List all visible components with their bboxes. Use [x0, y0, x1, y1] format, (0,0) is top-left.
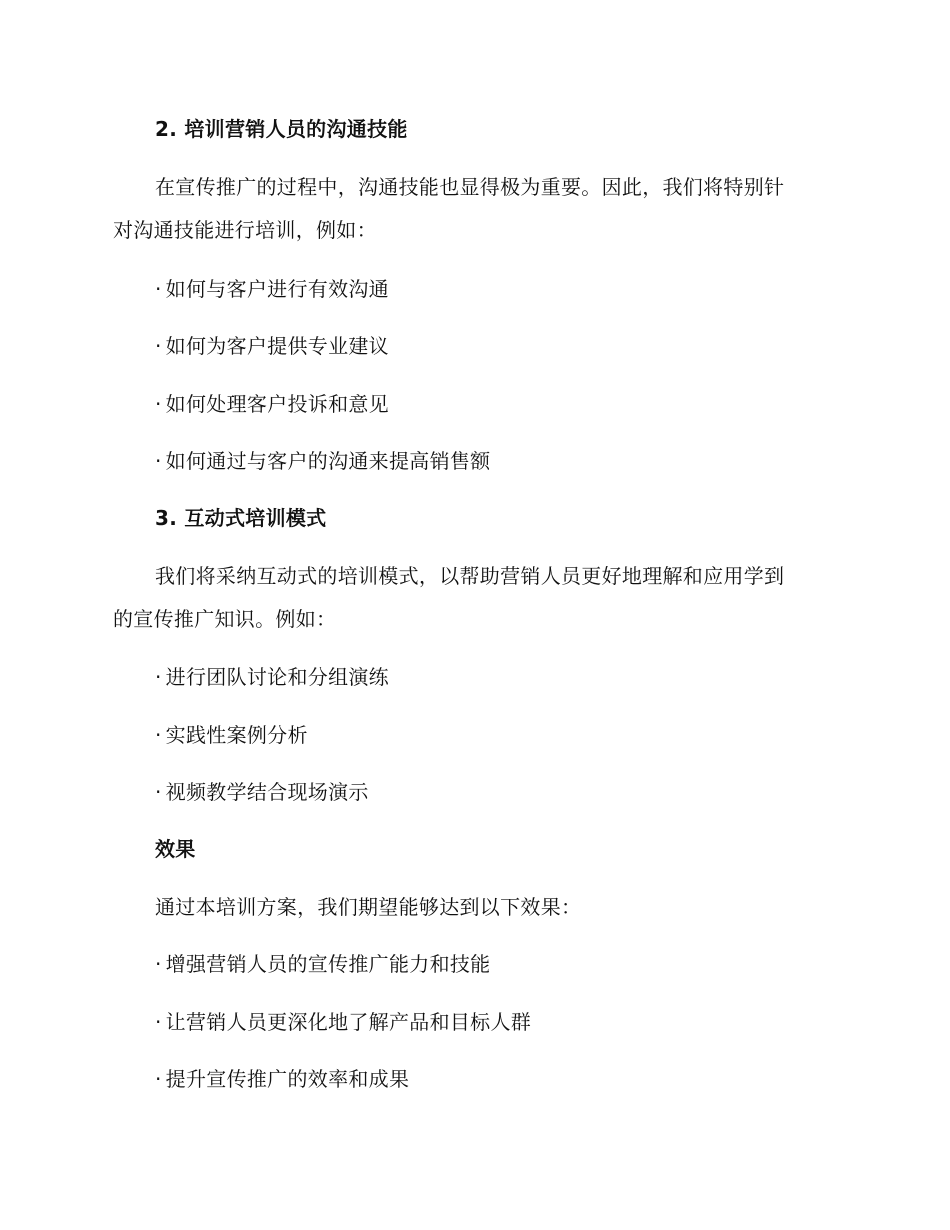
section-3-heading: 3. 互动式培训模式	[155, 506, 327, 530]
bullet-dot: ·	[155, 449, 162, 473]
list-item	[155, 721, 308, 749]
list-item	[155, 950, 490, 978]
list-item-text: 如何通过与客户的沟通来提高销售额	[165, 449, 491, 473]
list-item-text: 如何处理客户投诉和意见	[165, 392, 389, 416]
list-item	[155, 390, 389, 418]
section-2-heading: 2. 培训营销人员的沟通技能	[155, 117, 408, 141]
bullet-dot: ·	[155, 392, 162, 416]
bullet-dot: ·	[155, 334, 162, 358]
effect-intro: 通过本培训方案，我们期望能够达到以下效果：	[155, 895, 582, 919]
bullet-dot: ·	[155, 952, 162, 976]
list-item-text: 让营销人员更深化地了解产品和目标人群	[165, 1010, 532, 1034]
list-item	[155, 663, 389, 691]
list-item	[155, 275, 389, 303]
list-item-text: 如何为客户提供专业建议	[165, 334, 389, 358]
list-item-text: 视频教学结合现场演示	[165, 780, 369, 804]
section-2-paragraph-line-1: 在宣传推广的过程中，沟通技能也显得极为重要。因此，我们将特别针	[155, 175, 785, 199]
list-item-text: 增强营销人员的宣传推广能力和技能	[165, 952, 491, 976]
effect-heading: 效果	[155, 837, 196, 861]
list-item	[155, 1065, 409, 1093]
list-item-text: 提升宣传推广的效率和成果	[165, 1067, 410, 1091]
list-item-text: 实践性案例分析	[165, 723, 308, 747]
bullet-dot: ·	[155, 665, 162, 689]
section-2-paragraph-line-2: 对沟通技能进行培训，例如：	[113, 218, 377, 242]
section-3-paragraph-line-1: 我们将采纳互动式的培训模式，以帮助营销人员更好地理解和应用学到	[155, 564, 785, 588]
list-item-text: 进行团队讨论和分组演练	[165, 665, 389, 689]
bullet-dot: ·	[155, 1067, 162, 1091]
bullet-dot: ·	[155, 723, 162, 747]
section-3-paragraph-line-2: 的宣传推广知识。例如：	[113, 607, 337, 631]
bullet-dot: ·	[155, 277, 162, 301]
list-item	[155, 1008, 531, 1036]
list-item	[155, 332, 389, 360]
list-item	[155, 778, 369, 806]
list-item-text: 如何与客户进行有效沟通	[165, 277, 389, 301]
list-item	[155, 447, 490, 475]
bullet-dot: ·	[155, 780, 162, 804]
bullet-dot: ·	[155, 1010, 162, 1034]
